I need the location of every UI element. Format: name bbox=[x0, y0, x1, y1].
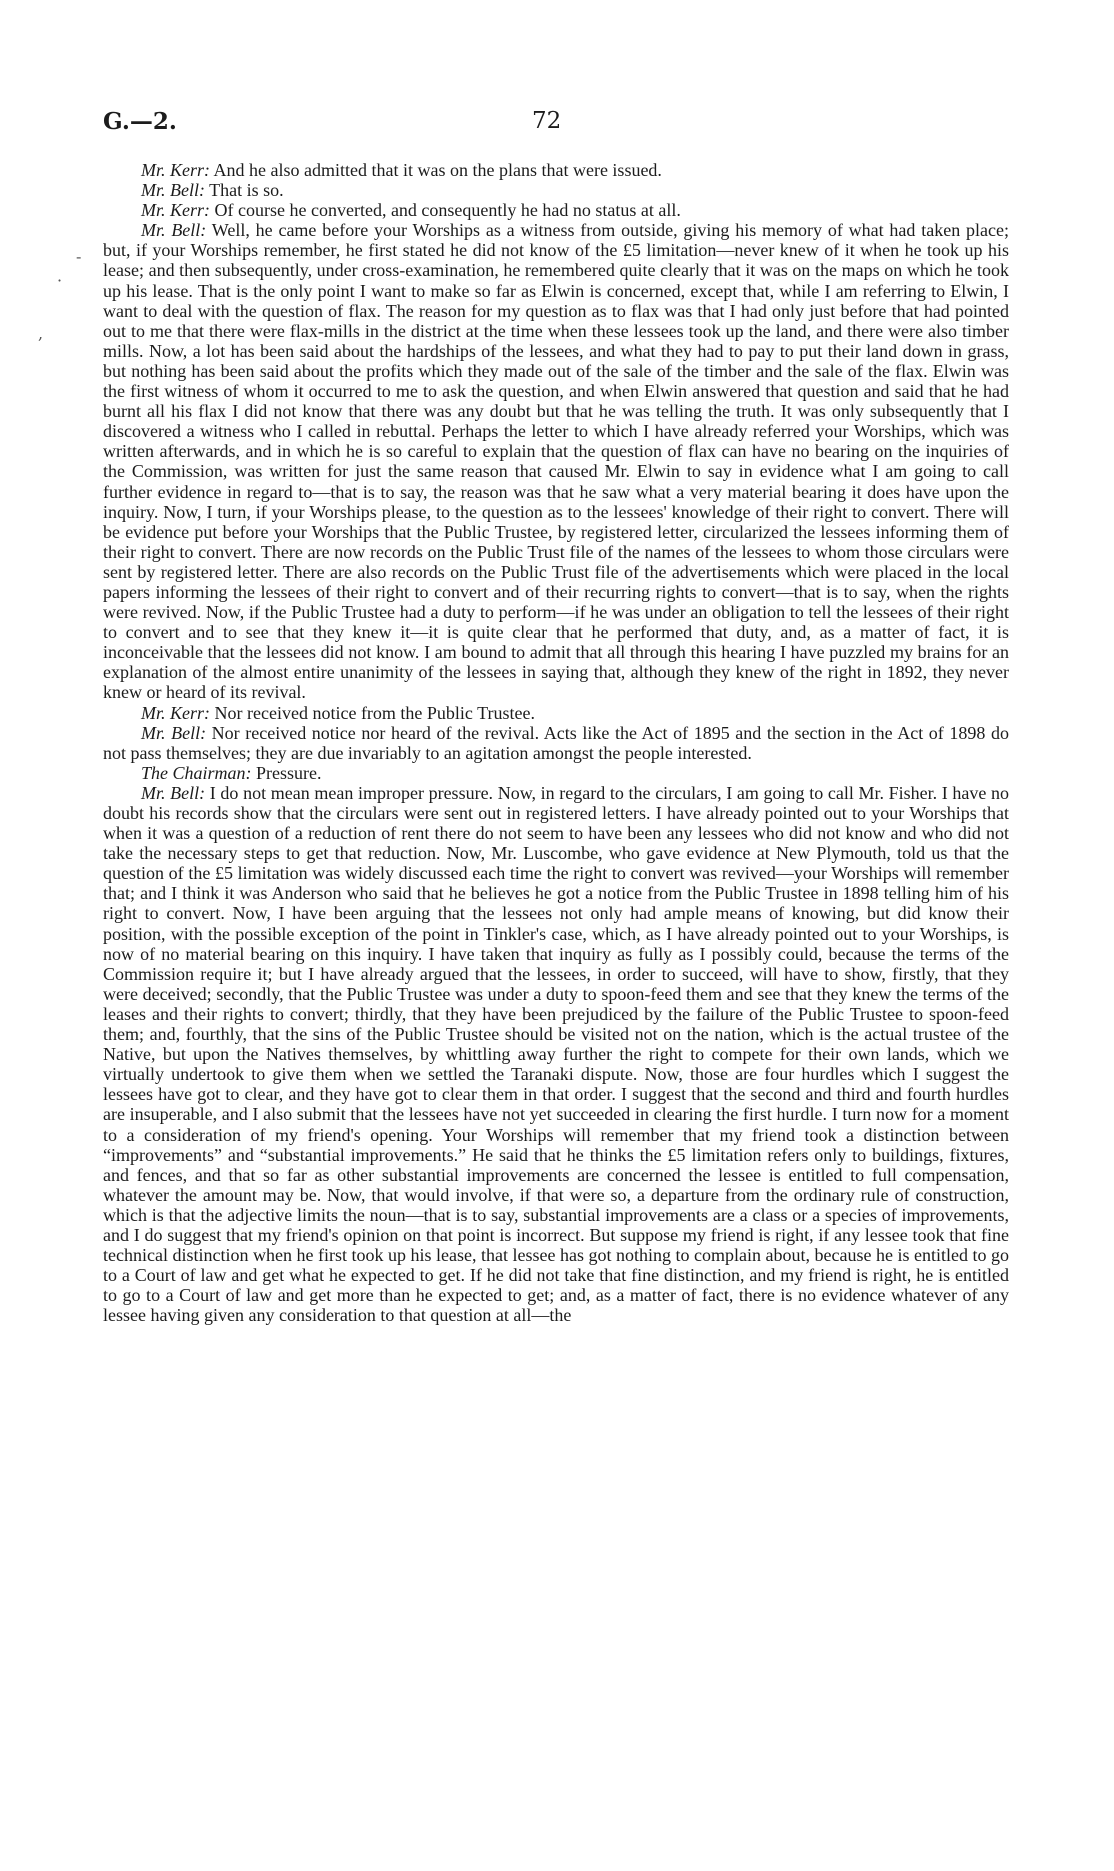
transcript-body bbox=[103, 160, 1009, 1325]
paragraph-text: Well, he came before your Worships as a witness from outside, giving his memory of what had taken place; but, if your Worships remember, he first stated he did not know of the £5 limitation—never knew of it when he took up his lease; and then subsequently, under cross-examination, he remembered quite clearly that it was on the maps on which he took up his lease. That is the only point I want to make so far as Elwin is concerned, except that, while I am referring to Elwin, I want to deal with the question of flax. The reason for my question as to flax was that I had only just before that had pointed out to me that there were flax-mills in the district at the time when these lessees took up the land, and there were also timber mills. Now, a lot has been said about the hardships of the lessees, and what they had to pay to put their land down in grass, but nothing has been said about the profits which they made out of the sale of the timber and the sale of the flax. Elwin was the first witness of whom it occurred to me to ask the question, and when Elwin answered that question and said that he had burnt all his flax I did not know that there was any doubt but that he was telling the truth. It was only subsequently that I discovered a witness who I called in rebuttal. Perhaps the letter to which I have already referred your Worships, which was written afterwards, and in which he is so careful to explain that the question of flax can have no bearing on the inquiries of the Commission, was written for just the same reason that caused Mr. Elwin to say in evidence what I am going to call further evidence in regard to—that is to say, the reason was that he saw what a very material bearing it does have upon the inquiry. Now, I turn, if your Worships please, to the question as to the lessees' knowledge of their right to convert. There will be evidence put before your Worships that the Public Trustee, by registered letter, circularized the lessees informing them of their right to convert. There are now records on the Public Trust file of the names of the lessees to whom those circulars were sent by registered letter. There are also records on the Public Trust file of the advertisements which were placed in the local papers informing the lessees of their right to convert and of their recurring rights to convert—that is to say, when the rights were revived. Now, if the Public Trustee had a duty to perform—if he was under an obligation to tell the lessees of their right to convert and to see that they knew it—it is quite clear that he performed that duty, and, as a matter of fact, it is inconceivable that the lessees did not know. I am bound to admit that all through this hearing I have puzzled my brains for an explanation of the almost entire unanimity of the lessees in saying that, although they knew of the right in 1892, they never knew or heard of its revival. bbox=[103, 220, 1009, 703]
transcript-paragraph bbox=[103, 763, 1009, 783]
speaker-label: Mr. Bell: bbox=[141, 220, 207, 241]
document-reference: G.—2. bbox=[103, 108, 177, 135]
speaker-label: Mr. Bell: bbox=[141, 722, 207, 743]
paragraph-text: Pressure. bbox=[256, 762, 322, 783]
speaker-label: Mr. Kerr: bbox=[141, 160, 211, 180]
transcript-paragraph bbox=[103, 220, 1009, 702]
transcript-paragraph bbox=[103, 200, 1009, 220]
transcript-paragraph bbox=[103, 160, 1009, 180]
paragraph-text: That is so. bbox=[209, 180, 284, 201]
speaker-label: Mr. Kerr: bbox=[141, 200, 211, 221]
paragraph-text: Of course he converted, and consequently he had no status at all. bbox=[214, 200, 681, 221]
paragraph-text: I do not mean mean improper pressure. Now, in regard to the circulars, I am going to call Mr. Fisher. I have no doubt his records show that the circulars were sent out in registered letters. I have already pointed out to your Worships that when it was a question of a reduction of rent there do not seem to have been any lessees who did not know and who did not take the necessary steps to get that reduction. Now, Mr. Luscombe, who gave evidence at New Plymouth, told us that the question of the £5 limitation was widely discussed each time the right to convert was revived—your Worships will remember that; and I think it was Anderson who said that he believes he got a notice from the Public Trustee in 1898 telling him of his right to convert. Now, I have been arguing that the lessees not only had ample means of knowing, but did know their position, with the possible exception of the point in Tinkler's case, which, as I have already pointed out to your Worships, is now of no material bearing on this inquiry. I have taken that inquiry as fully as I possibly could, because the terms of the Commission require it; but I have already argued that the lessees, in order to succeed, will have to show, firstly, that they were deceived; secondly, that the Public Trustee was under a duty to spoon-feed them and see that they knew the terms of the leases and their rights to convert; thirdly, that they have been prejudiced by the failure of the Public Trustee to spoon-feed them; and, fourthly, that the sins of the Public Trustee should be visited not on the nation, which is the actual trustee of the Native, but upon the Natives themselves, by whittling away further the right to compete for their own lands, which we virtually undertook to give them when we settled the Taranaki dispute. Now, those are four hurdles which I suggest the lessees have got to clear, and they have got to clear them in that order. I suggest that the second and third and fourth hurdles are insuperable, and I also submit that the lessees have not yet succeeded in clearing the first hurdle. I turn now for a moment to a consideration of my friend's opening. Your Worships will remember that my friend took a distinction between “improvements” and “substantial improvements.” He said that he thinks the £5 limitation refers only to buildings, fixtures, and fences, and that so far as other substantial improvements are concerned the lessee is entitled to full compensation, whatever the amount may be. Now, that would involve, if that were so, a departure from the ordinary rule of construction, which is that the adjective limits the noun—that is to say, substantial improvements are a class or a species of improvements, and I do suggest that my friend's opinion on that point is incorrect. But suppose my friend is right, if any lessee took that fine technical distinction when he first took up his lease, that lessee has got nothing to complain about, because he is entitled to go to a Court of law and get what he expected to get. If he did not take that fine distinction, and my friend is right, he is entitled to go to a Court of law and get more than he expected to get; and, as a matter of fact, there is no evidence whatever of any lessee having given any consideration to that question at all—the bbox=[103, 782, 1010, 1326]
transcript-paragraph bbox=[103, 723, 1009, 763]
speaker-label: The Chairman: bbox=[141, 762, 252, 783]
paragraph-text: And he also admitted that it was on the plans that were issued. bbox=[213, 160, 662, 180]
margin-mark: , bbox=[38, 324, 44, 343]
speaker-label: Mr. Bell: bbox=[141, 782, 206, 803]
margin-mark: - bbox=[76, 247, 82, 266]
paragraph-text: Nor received notice nor heard of the revival. Acts like the Act of 1895 and the section in the Act of 1898 do not pass themselves; they are due invariably to an agitation amongst the people interested. bbox=[103, 722, 1009, 763]
speaker-label: Mr. Bell: bbox=[141, 180, 205, 201]
transcript-paragraph bbox=[103, 180, 1009, 200]
paragraph-text: Nor received notice from the Public Trustee. bbox=[214, 702, 535, 723]
speaker-label: Mr. Kerr: bbox=[141, 702, 211, 723]
transcript-paragraph bbox=[103, 703, 1009, 723]
margin-mark: · bbox=[57, 271, 63, 290]
page-number: 72 bbox=[532, 108, 562, 134]
transcript-paragraph bbox=[103, 783, 1009, 1326]
